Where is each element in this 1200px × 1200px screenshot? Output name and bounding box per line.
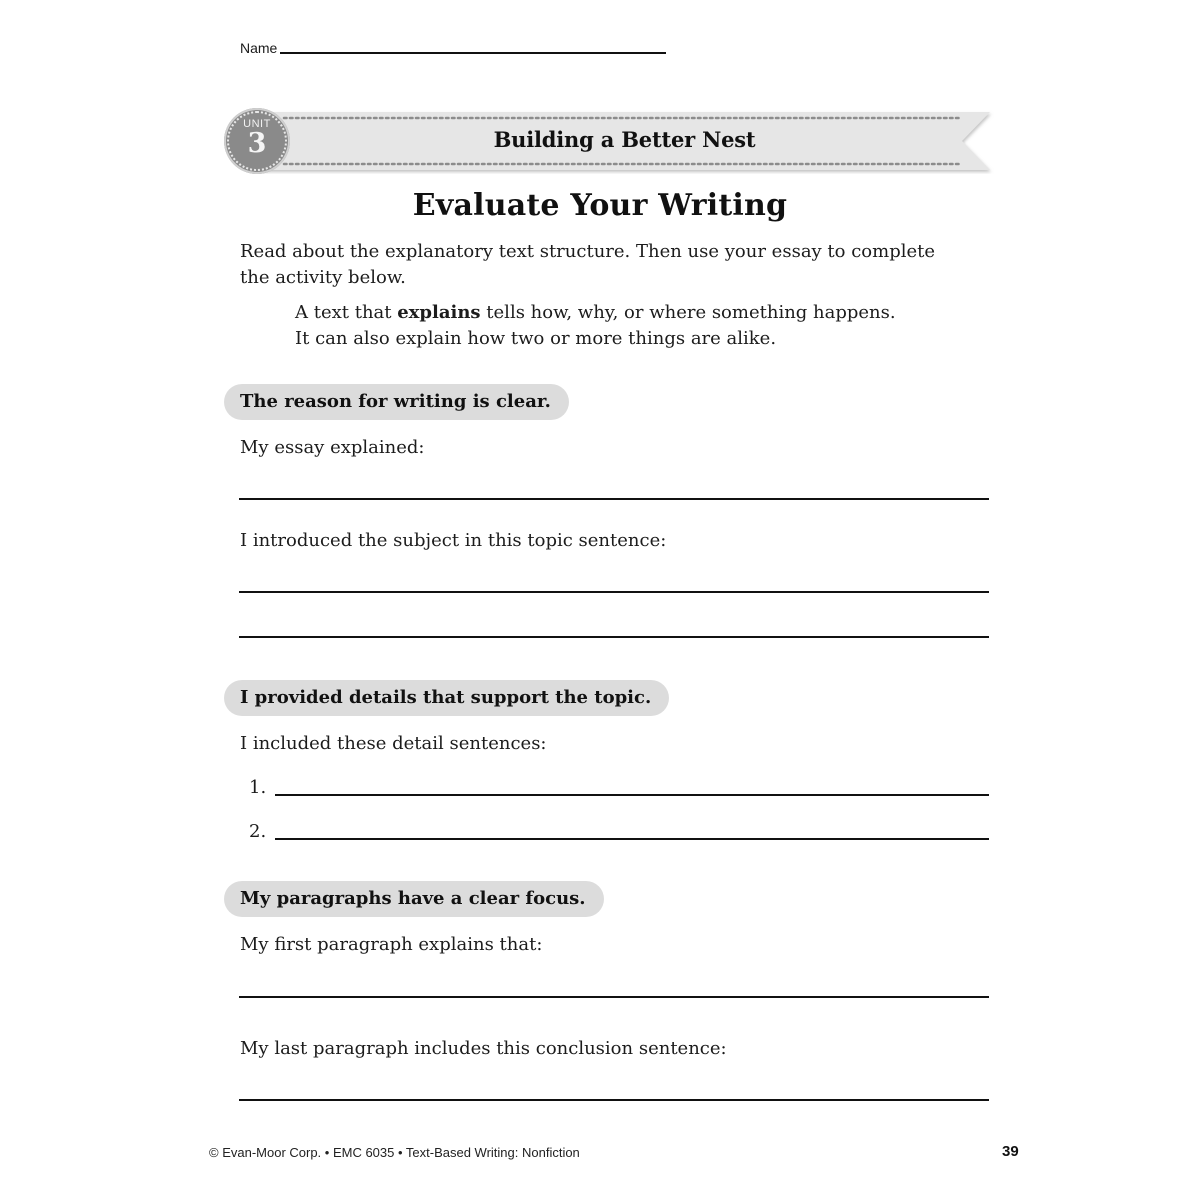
answer-line-detail-1[interactable] — [275, 794, 989, 796]
unit-banner — [222, 108, 997, 174]
prompt-essay-explained: My essay explained: — [240, 437, 425, 458]
prompt-detail-sentences: I included these detail sentences: — [240, 733, 547, 754]
intro-text: Read about the explanatory text structure. Then use your essay to complete the activity below. — [240, 241, 936, 288]
name-field[interactable] — [280, 52, 666, 54]
name-label: Name — [240, 40, 278, 56]
answer-line-essay-explained[interactable] — [239, 498, 989, 500]
section-heading-details: I provided details that support the topic. — [224, 680, 669, 716]
detail-number-2: 2. — [249, 821, 267, 842]
page-number: 39 — [1002, 1143, 1019, 1160]
prompt-first-paragraph: My first paragraph explains that: — [240, 934, 543, 955]
definition-keyword: explains — [397, 302, 481, 323]
answer-line-topic-sentence-2[interactable] — [239, 636, 989, 638]
prompt-topic-sentence: I introduced the subject in this topic sentence: — [240, 530, 667, 551]
section-heading-focus: My paragraphs have a clear focus. — [224, 881, 604, 917]
name-row — [240, 40, 666, 56]
answer-line-topic-sentence-1[interactable] — [239, 591, 989, 593]
footer-credit: © Evan-Moor Corp. • EMC 6035 • Text-Based Writing: Nonfiction — [209, 1145, 580, 1160]
answer-line-detail-2[interactable] — [275, 838, 989, 840]
unit-badge — [224, 108, 290, 174]
definition-line-1: A text that explains tells how, why, or where something happens. — [295, 302, 896, 323]
definition-line-2: It can also explain how two or more things are alike. — [295, 328, 777, 349]
section-heading-reason: The reason for writing is clear. — [224, 384, 569, 420]
unit-number: 3 — [247, 128, 267, 159]
unit-label: UNIT — [243, 118, 271, 130]
answer-line-last-paragraph[interactable] — [239, 1099, 989, 1101]
prompt-last-paragraph: My last paragraph includes this conclusion sentence: — [240, 1038, 727, 1059]
unit-title: Building a Better Nest — [493, 127, 756, 152]
answer-line-first-paragraph[interactable] — [239, 996, 989, 998]
definition-text — [295, 300, 975, 352]
detail-number-1: 1. — [249, 777, 267, 798]
page-title: Evaluate Your Writing — [412, 188, 788, 223]
